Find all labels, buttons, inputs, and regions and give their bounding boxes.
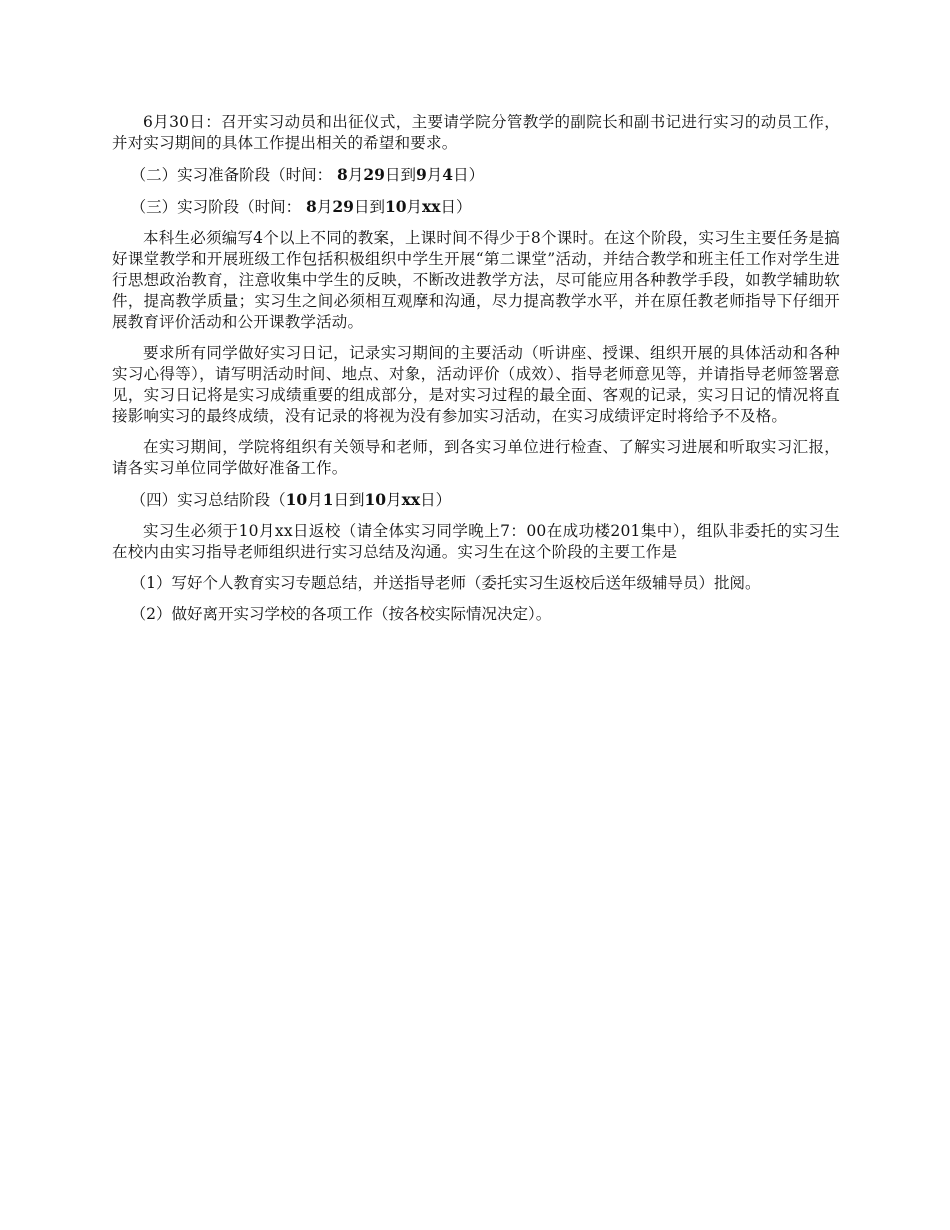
paragraph-internship-diary: 要求所有同学做好实习日记，记录实习期间的主要活动（听讲座、授课、组织开展的具体活动和各种实习心得等），请写明活动时间、地点、对象，活动评价（成效）、指导老师意见等，并请指导老师签署意见，实习日记将是实习成绩重要的组成部分，是对实习过程的最全面、客观的记录，实习日记的情况将直接影响实习的最终成绩，没有记录的将视为没有参加实习活动，在实习成绩评定时将给予不及格。 <box>112 344 840 425</box>
date-number: xx <box>422 197 441 216</box>
heading-summary-stage <box>112 489 840 511</box>
date-unit: 月 <box>347 166 364 184</box>
heading-text: （三）实习阶段（时间： <box>130 198 302 216</box>
paragraph-mobilization: 6月30日：召开实习动员和出征仪式，主要请学院分管教学的副院长和副书记进行实习的动员工作，并对实习期间的具体工作提出相关的希望和要求。 <box>112 113 840 152</box>
date-number: 10 <box>285 490 308 509</box>
date-number: 1 <box>322 490 334 509</box>
date-unit: 月 <box>386 491 402 509</box>
heading-text: 日） <box>453 166 485 184</box>
date-unit: 月 <box>316 198 333 216</box>
document-page <box>112 112 840 635</box>
date-number: xx <box>401 490 421 509</box>
heading-preparation-stage <box>112 164 840 186</box>
date-number: 4 <box>442 165 454 184</box>
date-number: 10 <box>364 490 387 509</box>
heading-text: 日） <box>420 491 452 509</box>
date-unit: 月 <box>307 491 323 509</box>
paragraph-return-to-school: 实习生必须于10月xx日返校（请全体实习同学晚上7：00在成功楼201集中），组队非委托的实习生在校内由实习指导老师组织进行实习总结及沟通。实习生在这个阶段的主要工作是 <box>112 522 840 561</box>
date-number: 8 <box>306 197 317 216</box>
date-unit: 日到 <box>353 198 385 216</box>
heading-text: （四）实习总结阶段（ <box>130 491 286 509</box>
heading-text: 日） <box>440 198 472 216</box>
list-item-summary-report: （1）写好个人教育实习专题总结，并送指导老师（委托实习生返校后送年级辅导员）批阅。 <box>130 574 761 592</box>
heading-internship-stage <box>112 196 840 218</box>
heading-text: （二）实习准备阶段（时间： <box>130 166 333 184</box>
date-unit: 日到 <box>384 166 416 184</box>
date-number: 29 <box>363 165 385 184</box>
date-number: 8 <box>337 165 348 184</box>
paragraph-teaching-requirements: 本科生必须编写4个以上不同的教案，上课时间不得少于8个课时。在这个阶段，实习生主要任务是搞好课堂教学和开展班级工作包括积极组织中学生开展“第二课堂”活动，并结合教学和班主任工作对学生进行思想政治教育，注意收集中学生的反映，不断改进教学方法，尽可能应用各种教学手段，如教学辅助软件，提高教学质量；实习生之间必须相互观摩和沟通，尽力提高教学水平，并在原任教老师指导下仔细开展教育评价活动和公开课教学活动。 <box>112 229 840 331</box>
date-unit: 月 <box>406 198 423 216</box>
paragraph-inspection: 在实习期间，学院将组织有关领导和老师，到各实习单位进行检查、了解实习进展和听取实习汇报，请各实习单位同学做好准备工作。 <box>112 438 840 477</box>
date-number: 29 <box>332 197 354 216</box>
date-number: 9 <box>415 165 427 184</box>
date-number: 10 <box>384 197 407 216</box>
list-item-departure-work: （2）做好离开实习学校的各项工作（按各校实际情况决定）。 <box>130 605 552 623</box>
date-unit: 日到 <box>333 491 365 509</box>
date-unit: 月 <box>426 166 443 184</box>
